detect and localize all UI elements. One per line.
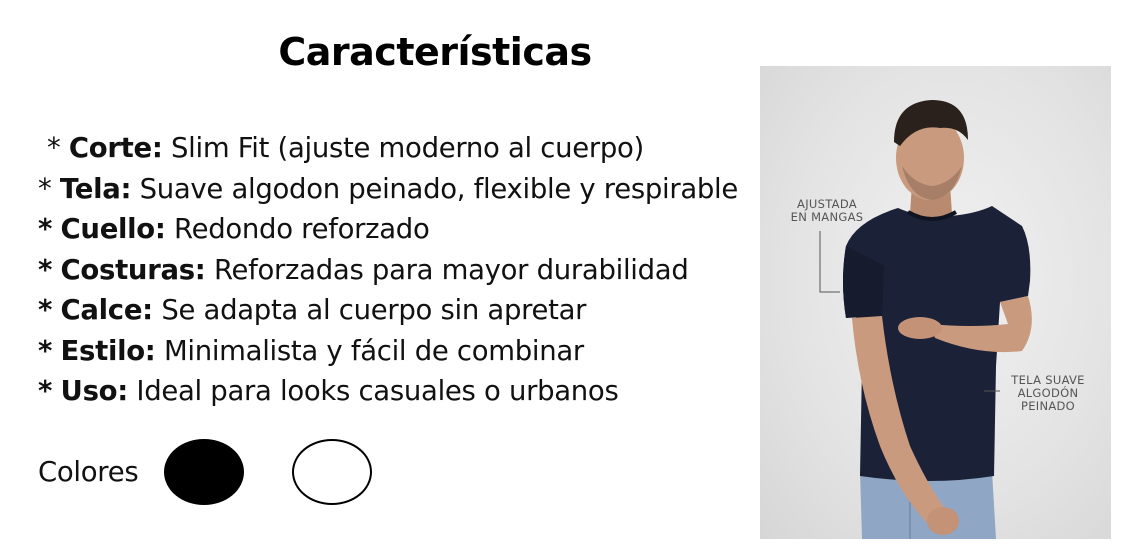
bullet-star: *: [38, 213, 53, 245]
annotation-text: AJUSTADA: [797, 197, 857, 211]
feature-value: Se adapta al cuerpo sin apretar: [152, 294, 587, 326]
feature-uso: [38, 371, 738, 412]
feature-value: Suave algodon peinado, flexible y respirable: [131, 172, 739, 205]
bullet-star: *: [38, 375, 53, 407]
feature-estilo: [38, 331, 738, 372]
product-photo: [760, 66, 1111, 539]
color-swatch-black[interactable]: [164, 439, 244, 505]
bullet-star: *: [38, 294, 53, 326]
features-list: [38, 128, 738, 412]
feature-label: Calce:: [60, 294, 153, 326]
feature-value: Ideal para looks casuales o urbanos: [127, 375, 619, 407]
feature-label: Uso:: [60, 375, 128, 407]
annotation-text: TELA SUAVE: [1011, 373, 1085, 387]
feature-value: Slim Fit (ajuste moderno al cuerpo): [162, 132, 644, 164]
bullet-star: *: [47, 132, 61, 164]
feature-label: Estilo:: [60, 334, 156, 367]
feature-value: Redondo reforzado: [165, 213, 430, 245]
annotation-line-sleeve: [820, 231, 840, 292]
annotation-text: EN MANGAS: [790, 210, 864, 224]
bullet-star: *: [38, 334, 53, 367]
bullet-star: *: [38, 253, 53, 286]
feature-costuras: [38, 250, 738, 291]
feature-label: Tela:: [59, 172, 132, 205]
color-options: [38, 436, 420, 508]
annotation-fabric: [998, 374, 1098, 413]
feature-corte: [38, 128, 738, 169]
feature-value: Reforzadas para mayor durabilidad: [205, 253, 689, 286]
bullet-star: *: [38, 172, 52, 205]
model-illustration: [760, 66, 1111, 539]
feature-cuello: [38, 209, 738, 250]
feature-tela: [38, 169, 738, 210]
annotation-sleeve: [782, 198, 872, 224]
feature-calce: [38, 290, 738, 331]
feature-label: Cuello:: [60, 213, 166, 245]
feature-label: Costuras:: [60, 253, 206, 286]
feature-label: Corte:: [68, 132, 163, 164]
colors-label: Colores: [38, 456, 139, 488]
annotation-text: PEINADO: [1020, 399, 1076, 413]
color-swatch-white[interactable]: [292, 439, 372, 505]
page-title: Características: [278, 30, 592, 74]
feature-value: Minimalista y fácil de combinar: [155, 334, 584, 367]
annotation-text: ALGODÓN: [1017, 386, 1079, 400]
